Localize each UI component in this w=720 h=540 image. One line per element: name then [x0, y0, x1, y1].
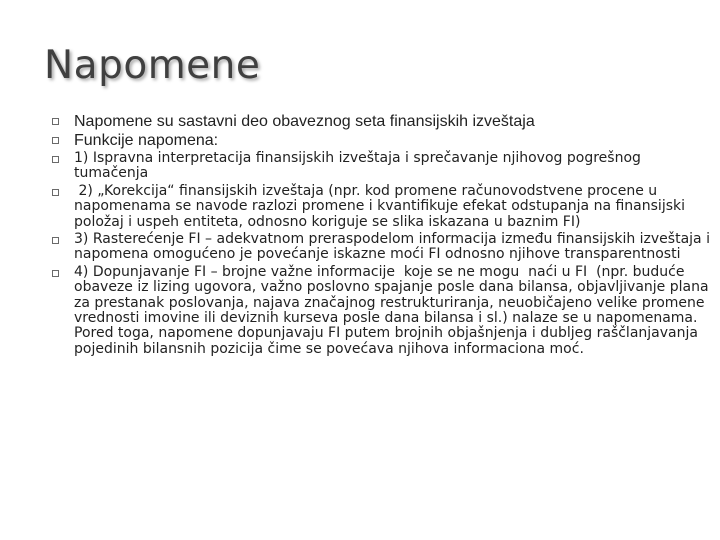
bullet-text: 4) Dopunjavanje FI – brojne važne informacije koje se ne mogu naći u FI (npr. buduće obaveze iz lizing ugovora, važno poslovno spajanje posle dana bilansa, objavljivanje plana za prestanak poslovanja, najava značajnog restrukturiranja, neuobičajeno velike promene vrednosti imovine ili deviznih kurseva posle dana bilansa i sl.) nalaze se u napomenama. Pored toga, napomene dopunjavaju FI putem brojnih objašnjenja i dubljeg raščlanjavanja pojedinih bilansnih pozicija čime se povećava njihova informaciona moć.	[74, 263, 713, 357]
slide-title: Napomene	[44, 43, 261, 88]
bullet-list	[52, 113, 714, 359]
bullet-item	[52, 232, 714, 263]
square-bullet-icon	[52, 237, 59, 244]
bullet-text: Funkcije napomena:	[74, 132, 219, 149]
bullet-text: 2) „Korekcija“ finansijskih izveštaja (npr. kod promene računovodstvene procene u napomenama se navode razlozi promene i kvantifikuje efekat odstupanja na finansijski položaj i uspeh entiteta, odnosno koriguje se slika iskazana u baznim FI)	[74, 182, 690, 230]
bullet-item	[52, 113, 714, 130]
bullet-item	[52, 151, 714, 182]
bullet-text: Napomene su sastavni deo obaveznog seta finansijskih izveštaja	[74, 113, 535, 130]
square-bullet-icon	[52, 156, 59, 163]
square-bullet-icon	[52, 118, 59, 125]
bullet-item	[52, 265, 714, 357]
bullet-text: 3) Rasterećenje FI – adekvatnom preraspodelom informacija između finansijskih izveštaja i napomena omogućeno je povećanje iskazne moći FI odnosno njihove transparentnosti	[74, 231, 715, 263]
bullet-item	[52, 132, 714, 149]
bullet-item	[52, 184, 714, 230]
square-bullet-icon	[52, 137, 59, 144]
bullet-text: 1) Ispravna interpretacija finansijskih izveštaja i sprečavanje njihovog pogrešnog tumačenja	[74, 150, 646, 182]
square-bullet-icon	[52, 189, 59, 196]
square-bullet-icon	[52, 270, 59, 277]
